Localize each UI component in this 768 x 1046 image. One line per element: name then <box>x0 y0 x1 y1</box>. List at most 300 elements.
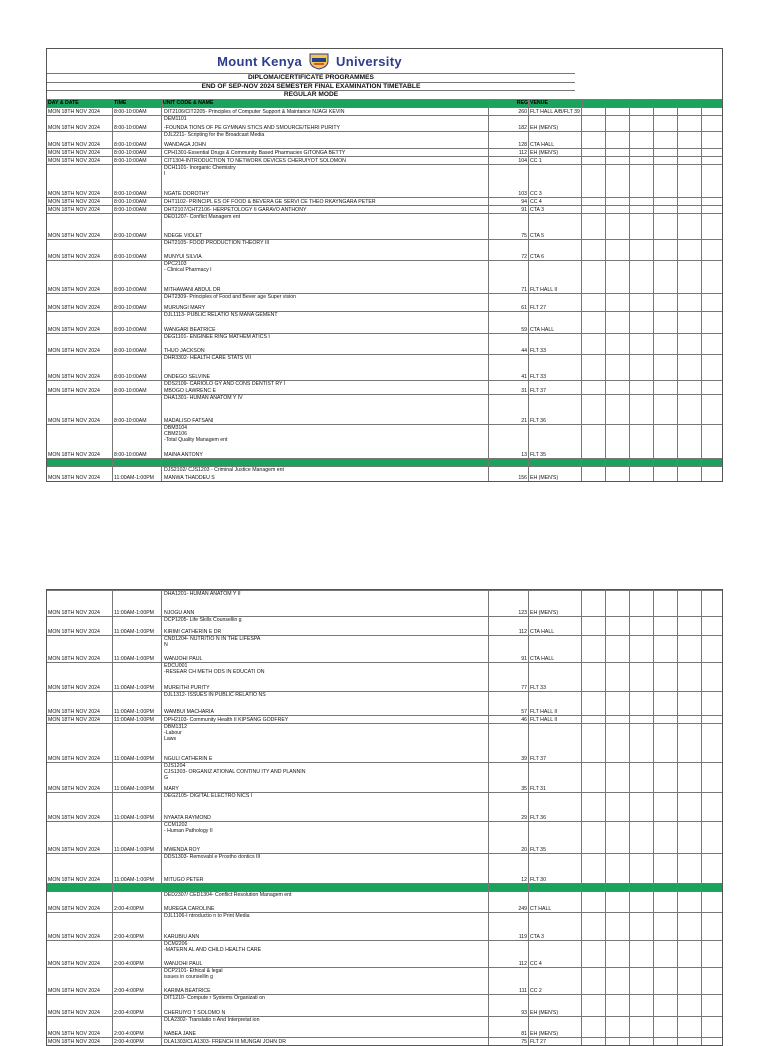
exam-date: MON 18TH NOV 2024 <box>48 108 100 115</box>
time-cell <box>113 692 162 715</box>
empty-cell <box>606 793 630 821</box>
empty-cell <box>678 892 702 912</box>
empty-cell <box>606 1017 630 1037</box>
table-row <box>47 853 722 883</box>
unit-code-name: DJL2211- Scripting for the Broadcast Media <box>164 131 265 138</box>
empty-cell <box>630 108 654 115</box>
reg-cell <box>489 941 529 967</box>
exam-date: MON 18TH NOV 2024 <box>48 304 100 311</box>
empty-cell <box>654 822 678 853</box>
reg-cell <box>489 1017 529 1037</box>
brand-name-right: University <box>336 53 402 69</box>
exam-time: 8:00-10:00AM <box>114 417 147 424</box>
exam-date: MON 18TH NOV 2024 <box>48 253 100 260</box>
time-cell <box>113 355 162 380</box>
venue-cell <box>529 913 582 940</box>
empty-cell <box>702 692 724 715</box>
empty-cell <box>654 312 678 333</box>
table-row <box>47 380 722 394</box>
empty-cell <box>606 100 630 107</box>
unit-lecturer: WANDAGA JOHN <box>164 141 206 148</box>
unit-cell <box>162 941 489 967</box>
unit-cell <box>162 214 489 239</box>
empty-cell <box>582 716 606 723</box>
registered-count: 81 <box>521 1031 527 1037</box>
exam-venue: FLT 33 <box>530 373 546 380</box>
reg-cell <box>489 108 529 115</box>
time-cell <box>113 198 162 205</box>
date-cell <box>47 763 113 792</box>
registered-count: 75 <box>521 232 527 239</box>
table-row <box>47 994 722 1016</box>
empty-cell <box>606 149 630 156</box>
table-row <box>47 762 722 792</box>
reg-cell <box>489 467 529 481</box>
empty-cell <box>606 995 630 1016</box>
exam-venue: CC 4 <box>530 961 542 967</box>
exam-time: 8:00-10:00AM <box>114 108 147 115</box>
exam-time: 8:00-10:00AM <box>114 206 147 213</box>
exam-venue: FLT 27 <box>530 1039 546 1045</box>
date-cell <box>47 892 113 912</box>
unit-lecturer: MADALISO FATSANI <box>164 417 214 424</box>
exam-date: MON 18TH NOV 2024 <box>48 685 100 691</box>
unit-code-name: DHA1301- HUMAN ANATOM Y IV <box>164 394 243 401</box>
empty-cell <box>582 822 606 853</box>
unit-cell <box>162 591 489 616</box>
exam-venue: FLT 36 <box>530 417 546 424</box>
unit-lecturer: WANJOHI PAUL <box>164 961 203 967</box>
exam-date: MON 18TH NOV 2024 <box>48 934 100 940</box>
registered-count: 249 <box>518 906 527 912</box>
table-row <box>47 821 722 853</box>
registered-count: 39 <box>521 756 527 762</box>
empty-cell <box>47 459 113 466</box>
time-cell <box>113 149 162 156</box>
exam-time: 11:00AM-1:00PM <box>114 656 154 662</box>
empty-cell <box>678 334 702 354</box>
empty-cell <box>582 381 606 394</box>
exam-time: 11:00AM-1:00PM <box>114 474 154 481</box>
empty-cell <box>702 381 724 394</box>
empty-cell <box>678 636 702 662</box>
exam-time: 8:00-10:00AM <box>114 190 147 197</box>
empty-cell <box>654 663 678 691</box>
time-cell <box>113 467 162 481</box>
empty-cell <box>702 334 724 354</box>
col-day-header: DAY & DATE <box>47 100 114 107</box>
registered-count: 35 <box>521 786 527 792</box>
reg-cell <box>489 425 529 458</box>
venue-cell <box>529 108 582 115</box>
empty-cell <box>529 459 582 466</box>
empty-cell <box>654 941 678 967</box>
venue-cell <box>529 206 582 213</box>
empty-cell <box>582 636 606 662</box>
unit-cell <box>162 165 489 197</box>
reg-cell <box>489 240 529 260</box>
empty-cell <box>606 116 630 131</box>
exam-venue: FLT 33 <box>530 347 546 354</box>
exam-time: 8:00-10:00AM <box>114 451 147 458</box>
empty-cell <box>702 132 724 148</box>
empty-cell <box>162 884 489 891</box>
reg-cell <box>489 198 529 205</box>
unit-lecturer: MBOGO LAWRENC E <box>164 387 216 394</box>
unit-cell <box>162 724 489 762</box>
empty-cell <box>654 892 678 912</box>
date-cell <box>47 381 113 394</box>
reg-cell <box>489 214 529 239</box>
exam-time: 11:00AM-1:00PM <box>114 717 154 723</box>
exam-time: 2:00-4:00PM <box>114 934 144 940</box>
empty-cell <box>654 425 678 458</box>
unit-lecturer: NGATE DOROTHY <box>164 190 209 197</box>
empty-cell <box>606 467 630 481</box>
empty-cell <box>606 334 630 354</box>
empty-cell <box>606 617 630 635</box>
date-cell <box>47 395 113 424</box>
exam-date: MON 18TH NOV 2024 <box>48 1031 100 1037</box>
exam-venue: FLT HALL A/B/FLT 39 <box>530 108 580 115</box>
exam-time: 11:00AM-1:00PM <box>114 629 154 635</box>
exam-date: MON 18TH NOV 2024 <box>48 786 100 792</box>
empty-cell <box>630 381 654 394</box>
empty-cell <box>702 892 724 912</box>
registered-count: 91 <box>521 656 527 662</box>
exam-time: 8:00-10:00AM <box>114 347 147 354</box>
exam-venue: EH (MEN'S) <box>530 149 559 156</box>
date-cell <box>47 591 113 616</box>
exam-date: MON 18TH NOV 2024 <box>48 198 100 205</box>
unit-lecturer: DIT2106/CIT2205- Principles of Computer Support & Maintance NJAGI KEVIN <box>164 108 345 115</box>
empty-cell <box>678 294 702 311</box>
empty-cell <box>654 854 678 883</box>
time-cell <box>113 763 162 792</box>
exam-date: MON 18TH NOV 2024 <box>48 387 100 394</box>
exam-date: MON 18TH NOV 2024 <box>48 629 100 635</box>
empty-cell <box>654 149 678 156</box>
empty-cell <box>702 995 724 1016</box>
empty-cell <box>606 206 630 213</box>
exam-date: MON 18TH NOV 2024 <box>48 206 100 213</box>
empty-cell <box>606 198 630 205</box>
table-row <box>47 662 722 691</box>
registered-count: 71 <box>521 286 527 293</box>
time-cell <box>113 425 162 458</box>
unit-cell <box>162 206 489 213</box>
table-row <box>47 912 722 940</box>
empty-cell <box>606 261 630 293</box>
unit-cell <box>162 968 489 994</box>
empty-cell <box>678 663 702 691</box>
registered-count: 103 <box>518 190 527 197</box>
unit-cell <box>162 157 489 164</box>
date-cell <box>47 617 113 635</box>
empty-cell <box>702 157 724 164</box>
empty-cell <box>606 108 630 115</box>
exam-time: 2:00-4:00PM <box>114 961 144 967</box>
col-reg-header: REG <box>489 100 529 107</box>
exam-date: MON 18TH NOV 2024 <box>48 656 100 662</box>
unit-lecturer: CPH1301-Essential Drugs & Community Based Pharmacies GITONGA BETTY <box>164 149 346 156</box>
unit-code-name: DJS1204 CJS1303- ORGANIZ ATIONAL CONTINU ITY AND PLANNIN G <box>164 763 306 781</box>
empty-cell <box>702 261 724 293</box>
empty-cell <box>654 355 678 380</box>
empty-cell <box>678 355 702 380</box>
reg-cell <box>489 381 529 394</box>
exam-date: MON 18TH NOV 2024 <box>48 190 100 197</box>
registered-count: 119 <box>518 934 527 940</box>
empty-cell <box>702 913 724 940</box>
empty-cell <box>582 165 606 197</box>
exam-venue: FLT HALL II <box>530 709 558 715</box>
mode-title: REGULAR MODE <box>47 90 575 99</box>
empty-cell <box>606 132 630 148</box>
empty-cell <box>113 459 162 466</box>
empty-cell <box>678 108 702 115</box>
venue-cell <box>529 261 582 293</box>
empty-cell <box>654 763 678 792</box>
empty-cell <box>654 157 678 164</box>
exam-venue: CTA 6 <box>530 253 545 260</box>
exam-date: MON 18TH NOV 2024 <box>48 124 100 131</box>
time-cell <box>113 1017 162 1037</box>
exam-time: 11:00AM-1:00PM <box>114 709 154 715</box>
unit-lecturer: MUNYUI SILVIA <box>164 253 202 260</box>
empty-cell <box>702 663 724 691</box>
empty-cell <box>582 467 606 481</box>
reg-cell <box>489 206 529 213</box>
empty-cell <box>678 261 702 293</box>
empty-cell <box>582 157 606 164</box>
table-row <box>47 260 722 293</box>
venue-cell <box>529 1017 582 1037</box>
empty-cell <box>606 822 630 853</box>
venue-cell <box>529 617 582 635</box>
empty-cell <box>630 941 654 967</box>
exam-venue: FLT 37 <box>530 756 546 762</box>
reg-cell <box>489 995 529 1016</box>
empty-cell <box>582 692 606 715</box>
table-row <box>47 293 722 311</box>
unit-cell <box>162 793 489 821</box>
venue-cell <box>529 149 582 156</box>
empty-cell <box>654 716 678 723</box>
registered-count: 59 <box>521 326 527 333</box>
unit-code-name: DED1207- Conflict Managem ent <box>164 213 241 220</box>
exam-time: 11:00AM-1:00PM <box>114 685 154 691</box>
exam-venue: FLT 35 <box>530 451 546 458</box>
empty-cell <box>582 892 606 912</box>
col-venue-header: VENUE <box>529 100 583 107</box>
exam-date: MON 18TH NOV 2024 <box>48 610 100 616</box>
venue-cell <box>529 692 582 715</box>
empty-cell <box>630 591 654 616</box>
unit-cell <box>162 995 489 1016</box>
exam-date: MON 18TH NOV 2024 <box>48 474 100 481</box>
empty-cell <box>582 206 606 213</box>
time-cell <box>113 822 162 853</box>
empty-cell <box>606 165 630 197</box>
empty-cell <box>654 995 678 1016</box>
empty-cell <box>702 793 724 821</box>
unit-lecturer: KARUBIU ANN <box>164 934 200 940</box>
empty-cell <box>630 334 654 354</box>
reg-cell <box>489 1038 529 1045</box>
empty-cell <box>582 663 606 691</box>
unit-code-name: DLA2302- Translatio n And Interpretat ion <box>164 1017 260 1023</box>
registered-count: 77 <box>521 685 527 691</box>
empty-cell <box>630 822 654 853</box>
venue-cell <box>529 198 582 205</box>
time-cell <box>113 892 162 912</box>
time-cell <box>113 913 162 940</box>
empty-cell <box>702 149 724 156</box>
time-cell <box>113 261 162 293</box>
empty-cell <box>606 355 630 380</box>
date-cell <box>47 214 113 239</box>
venue-cell <box>529 240 582 260</box>
empty-cell <box>606 381 630 394</box>
empty-cell <box>582 459 606 466</box>
exam-date: MON 18TH NOV 2024 <box>48 877 100 883</box>
date-cell <box>47 822 113 853</box>
exam-venue: FLT 27 <box>530 304 546 311</box>
registered-count: 31 <box>521 387 527 394</box>
empty-cell <box>630 355 654 380</box>
date-cell <box>47 132 113 148</box>
reg-cell <box>489 793 529 821</box>
unit-code-name: DEM1101 <box>164 115 187 122</box>
empty-cell <box>630 663 654 691</box>
empty-cell <box>702 716 724 723</box>
exam-time: 2:00-4:00PM <box>114 1010 144 1016</box>
table-row <box>47 635 722 662</box>
exam-time: 8:00-10:00AM <box>114 141 147 148</box>
table-row <box>47 715 722 723</box>
exam-date: MON 18TH NOV 2024 <box>48 1039 100 1045</box>
unit-code-name: DCP1205- Life Skills Counsellin g <box>164 617 242 623</box>
unit-cell <box>162 467 489 481</box>
programme-title: DIPLOMA/CERTIFICATE PROGRAMMES <box>47 73 575 82</box>
exam-venue: EH (MEN'S) <box>530 610 559 616</box>
empty-cell <box>654 459 678 466</box>
reg-cell <box>489 636 529 662</box>
date-cell <box>47 716 113 723</box>
brand-name-left: Mount Kenya <box>217 53 303 69</box>
col-time-header: TIME <box>113 100 163 107</box>
date-cell <box>47 165 113 197</box>
empty-cell <box>678 206 702 213</box>
table-row <box>47 107 722 115</box>
empty-cell <box>606 716 630 723</box>
unit-code-name: DHT2105- FOOD PRODUCTION THEORY III <box>164 239 270 246</box>
unit-code-name: DEG1101- ENGINEE RING MATHEM ATICS I <box>164 333 270 340</box>
exam-venue: FLT 30 <box>530 877 546 883</box>
empty-cell <box>630 1017 654 1037</box>
venue-cell <box>529 968 582 994</box>
empty-cell <box>630 100 654 107</box>
empty-cell <box>678 149 702 156</box>
time-cell <box>113 381 162 394</box>
unit-lecturer: MANWA THADDEU S <box>164 474 215 481</box>
empty-cell <box>582 854 606 883</box>
empty-cell <box>654 294 678 311</box>
unit-lecturer: KIRIMI CATHERIN E DR <box>164 629 222 635</box>
exam-date: MON 18TH NOV 2024 <box>48 417 100 424</box>
empty-cell <box>630 692 654 715</box>
exam-venue: CTA 3 <box>530 206 545 213</box>
reg-cell <box>489 334 529 354</box>
exam-date: MON 18TH NOV 2024 <box>48 347 100 354</box>
unit-cell <box>162 381 489 394</box>
date-cell <box>47 968 113 994</box>
empty-cell <box>654 913 678 940</box>
empty-cell <box>654 132 678 148</box>
unit-lecturer: NJOGU ANN <box>164 610 195 616</box>
empty-cell <box>654 240 678 260</box>
reg-cell <box>489 716 529 723</box>
reg-cell <box>489 854 529 883</box>
empty-cell <box>606 941 630 967</box>
unit-cell <box>162 716 489 723</box>
empty-cell <box>630 763 654 792</box>
reg-cell <box>489 968 529 994</box>
registered-count: 112 <box>518 149 527 156</box>
table-row <box>47 213 722 239</box>
empty-cell <box>606 459 630 466</box>
exam-time: 2:00-4:00PM <box>114 1031 144 1037</box>
venue-cell <box>529 892 582 912</box>
unit-cell <box>162 334 489 354</box>
empty-cell <box>678 995 702 1016</box>
exam-venue: CTA HALL <box>530 141 555 148</box>
unit-lecturer: CIT1304-INTRODUCTION TO NETWORK DEVICES CHERUIYOT SOLOMON <box>164 157 346 164</box>
time-cell <box>113 636 162 662</box>
venue-cell <box>529 165 582 197</box>
exam-venue: FLT 37 <box>530 387 546 394</box>
empty-cell <box>702 206 724 213</box>
empty-cell <box>654 636 678 662</box>
empty-cell <box>582 425 606 458</box>
time-cell <box>113 165 162 197</box>
exam-time: 11:00AM-1:00PM <box>114 610 154 616</box>
unit-code-name: DBM1312 -Labour Laws <box>164 724 188 742</box>
exam-venue: CC 1 <box>530 157 542 164</box>
empty-cell <box>582 312 606 333</box>
registered-count: 72 <box>521 253 527 260</box>
time-cell <box>113 132 162 148</box>
unit-cell <box>162 636 489 662</box>
time-cell <box>113 206 162 213</box>
unit-code-name: DEG2105- DIGITAL ELECTRO NICS I <box>164 793 253 799</box>
venue-cell <box>529 854 582 883</box>
exam-venue: CTA HALL <box>530 629 555 635</box>
exam-date: MON 18TH NOV 2024 <box>48 717 100 723</box>
registered-count: 94 <box>521 198 527 205</box>
registered-count: 156 <box>518 474 527 481</box>
venue-cell <box>529 793 582 821</box>
empty-cell <box>582 355 606 380</box>
exam-time: 8:00-10:00AM <box>114 387 147 394</box>
unit-lecturer: DHT1102- PRINCIPL ES OF FOOD & BEVERA GE SERVI CE THEO RKAYNGARA PETER <box>164 198 376 205</box>
unit-cell <box>162 663 489 691</box>
table-row <box>47 792 722 821</box>
unit-lecturer: KARIMA BEATRICE <box>164 988 211 994</box>
empty-cell <box>702 941 724 967</box>
venue-cell <box>529 716 582 723</box>
